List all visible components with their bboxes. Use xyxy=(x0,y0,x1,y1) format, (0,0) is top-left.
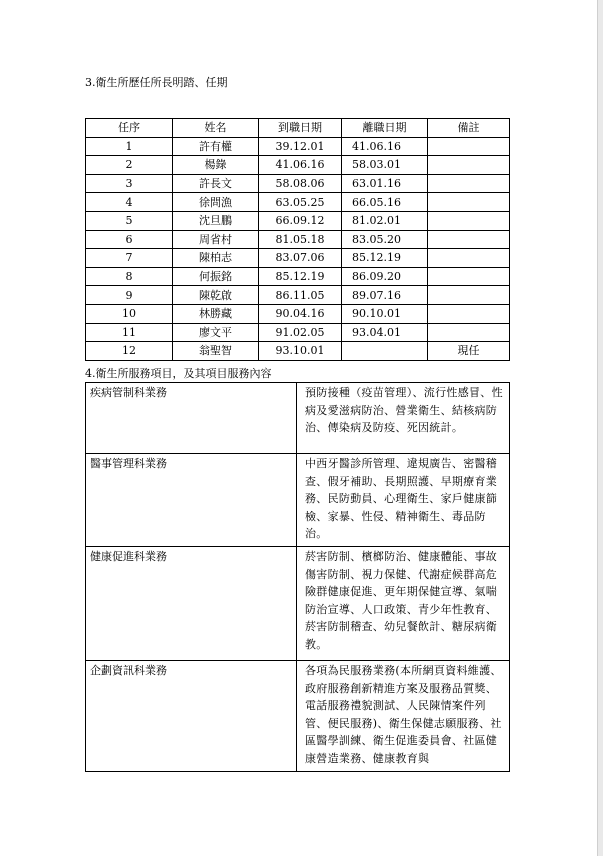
cell-seq: 11 xyxy=(86,323,173,342)
cell-end: 86.09.20 xyxy=(342,267,428,286)
cell-name: 許長文 xyxy=(173,174,259,193)
service-row xyxy=(86,454,510,547)
cell-note xyxy=(428,249,510,268)
header-note: 備註 xyxy=(428,119,510,138)
service-content: 中西牙醫診所管理、違規廣告、密醫稽查、假牙補助、長期照護、早期療育業務、民防動員、心理衛生、家戶健康篩檢、家暴、性侵、精神衛生、毒品防治。 xyxy=(297,454,510,547)
table-row xyxy=(86,249,510,268)
cell-start: 63.05.25 xyxy=(259,193,342,212)
cell-start: 86.11.05 xyxy=(259,286,342,305)
cell-start: 39.12.01 xyxy=(259,137,342,156)
section-3-title: 3.衛生所歷任所長明踏、任期 xyxy=(85,76,228,89)
cell-name: 廖文平 xyxy=(173,323,259,342)
cell-note xyxy=(428,156,510,175)
table-row xyxy=(86,267,510,286)
table-row xyxy=(86,137,510,156)
table-header-row xyxy=(86,119,510,138)
cell-note xyxy=(428,193,510,212)
service-row xyxy=(86,383,510,454)
cell-start: 90.04.16 xyxy=(259,304,342,323)
header-seq: 任序 xyxy=(86,119,173,138)
cell-note xyxy=(428,211,510,230)
cell-seq: 5 xyxy=(86,211,173,230)
service-row xyxy=(86,661,510,772)
cell-name: 翁聖智 xyxy=(173,342,259,361)
cell-note xyxy=(428,174,510,193)
table-row xyxy=(86,174,510,193)
cell-note xyxy=(428,286,510,305)
cell-name: 何振銘 xyxy=(173,267,259,286)
cell-note xyxy=(428,267,510,286)
service-name: 企劃資訊科業務 xyxy=(86,661,297,772)
cell-end: 63.01.16 xyxy=(342,174,428,193)
cell-start: 93.10.01 xyxy=(259,342,342,361)
cell-note xyxy=(428,230,510,249)
cell-start: 85.12.19 xyxy=(259,267,342,286)
header-start-date: 到職日期 xyxy=(259,119,342,138)
cell-start: 66.09.12 xyxy=(259,211,342,230)
section-4-title: 4.衛生所服務項目，及其項目服務內容 xyxy=(85,367,272,380)
cell-name: 陳乾啟 xyxy=(173,286,259,305)
cell-seq: 12 xyxy=(86,342,173,361)
service-row xyxy=(86,547,510,661)
service-name: 疾病管制科業務 xyxy=(86,383,297,454)
header-end-date: 離職日期 xyxy=(342,119,428,138)
table-row xyxy=(86,230,510,249)
cell-end: 81.02.01 xyxy=(342,211,428,230)
cell-note xyxy=(428,304,510,323)
table-row xyxy=(86,193,510,212)
cell-name: 林勝藏 xyxy=(173,304,259,323)
cell-end: 85.12.19 xyxy=(342,249,428,268)
cell-seq: 7 xyxy=(86,249,173,268)
cell-note: 現任 xyxy=(428,342,510,361)
table-row xyxy=(86,342,510,361)
service-name: 健康促進科業務 xyxy=(86,547,297,661)
cell-name: 徐問漁 xyxy=(173,193,259,212)
service-name: 醫事管理科業務 xyxy=(86,454,297,547)
cell-seq: 4 xyxy=(86,193,173,212)
page-edge xyxy=(597,0,603,856)
cell-start: 91.02.05 xyxy=(259,323,342,342)
cell-seq: 8 xyxy=(86,267,173,286)
cell-end: 41.06.16 xyxy=(342,137,428,156)
table-row xyxy=(86,211,510,230)
cell-start: 81.05.18 xyxy=(259,230,342,249)
cell-end: 93.04.01 xyxy=(342,323,428,342)
cell-note xyxy=(428,323,510,342)
cell-end: 90.10.01 xyxy=(342,304,428,323)
cell-seq: 9 xyxy=(86,286,173,305)
cell-start: 83.07.06 xyxy=(259,249,342,268)
service-content: 菸害防制、檳榔防治、健康體能、事故傷害防制、視力保健、代謝症候群高危險群健康促進、更年期保健宣導、氣喘防治宣導、人口政策、青少年性教育、菸害防制稽查、幼兒餐飲計、糖尿病衛教。 xyxy=(297,547,510,661)
cell-name: 楊錄 xyxy=(173,156,259,175)
table-row xyxy=(86,156,510,175)
cell-start: 58.08.06 xyxy=(259,174,342,193)
cell-end: 66.05.16 xyxy=(342,193,428,212)
cell-end: 89.07.16 xyxy=(342,286,428,305)
cell-start: 41.06.16 xyxy=(259,156,342,175)
cell-name: 陳柏志 xyxy=(173,249,259,268)
cell-name: 沈旦鵬 xyxy=(173,211,259,230)
services-table xyxy=(85,382,510,772)
cell-seq: 2 xyxy=(86,156,173,175)
director-history-table xyxy=(85,118,510,361)
service-content: 各項為民服務業務(本所網頁資料維護、政府服務創新精進方案及服務品質獎、電話服務禮貌測試、人民陳情案件列管、便民服務)、衛生保健志願服務、社區醫學訓練、衛生促進委員會、社區健康營造業務、健康教育與 xyxy=(297,661,510,772)
cell-seq: 6 xyxy=(86,230,173,249)
cell-note xyxy=(428,137,510,156)
cell-end: 58.03.01 xyxy=(342,156,428,175)
table-row xyxy=(86,286,510,305)
service-content: 預防接種（疫苗管理）、流行性感冒、性病及愛滋病防治、營業衛生、結核病防治、傳染病及防疫、死因統計。 xyxy=(297,383,510,454)
table-row xyxy=(86,304,510,323)
cell-end: 83.05.20 xyxy=(342,230,428,249)
cell-seq: 3 xyxy=(86,174,173,193)
cell-end xyxy=(342,342,428,361)
table-row xyxy=(86,323,510,342)
cell-name: 周省村 xyxy=(173,230,259,249)
cell-name: 許有權 xyxy=(173,137,259,156)
header-name: 姓名 xyxy=(173,119,259,138)
cell-seq: 1 xyxy=(86,137,173,156)
cell-seq: 10 xyxy=(86,304,173,323)
